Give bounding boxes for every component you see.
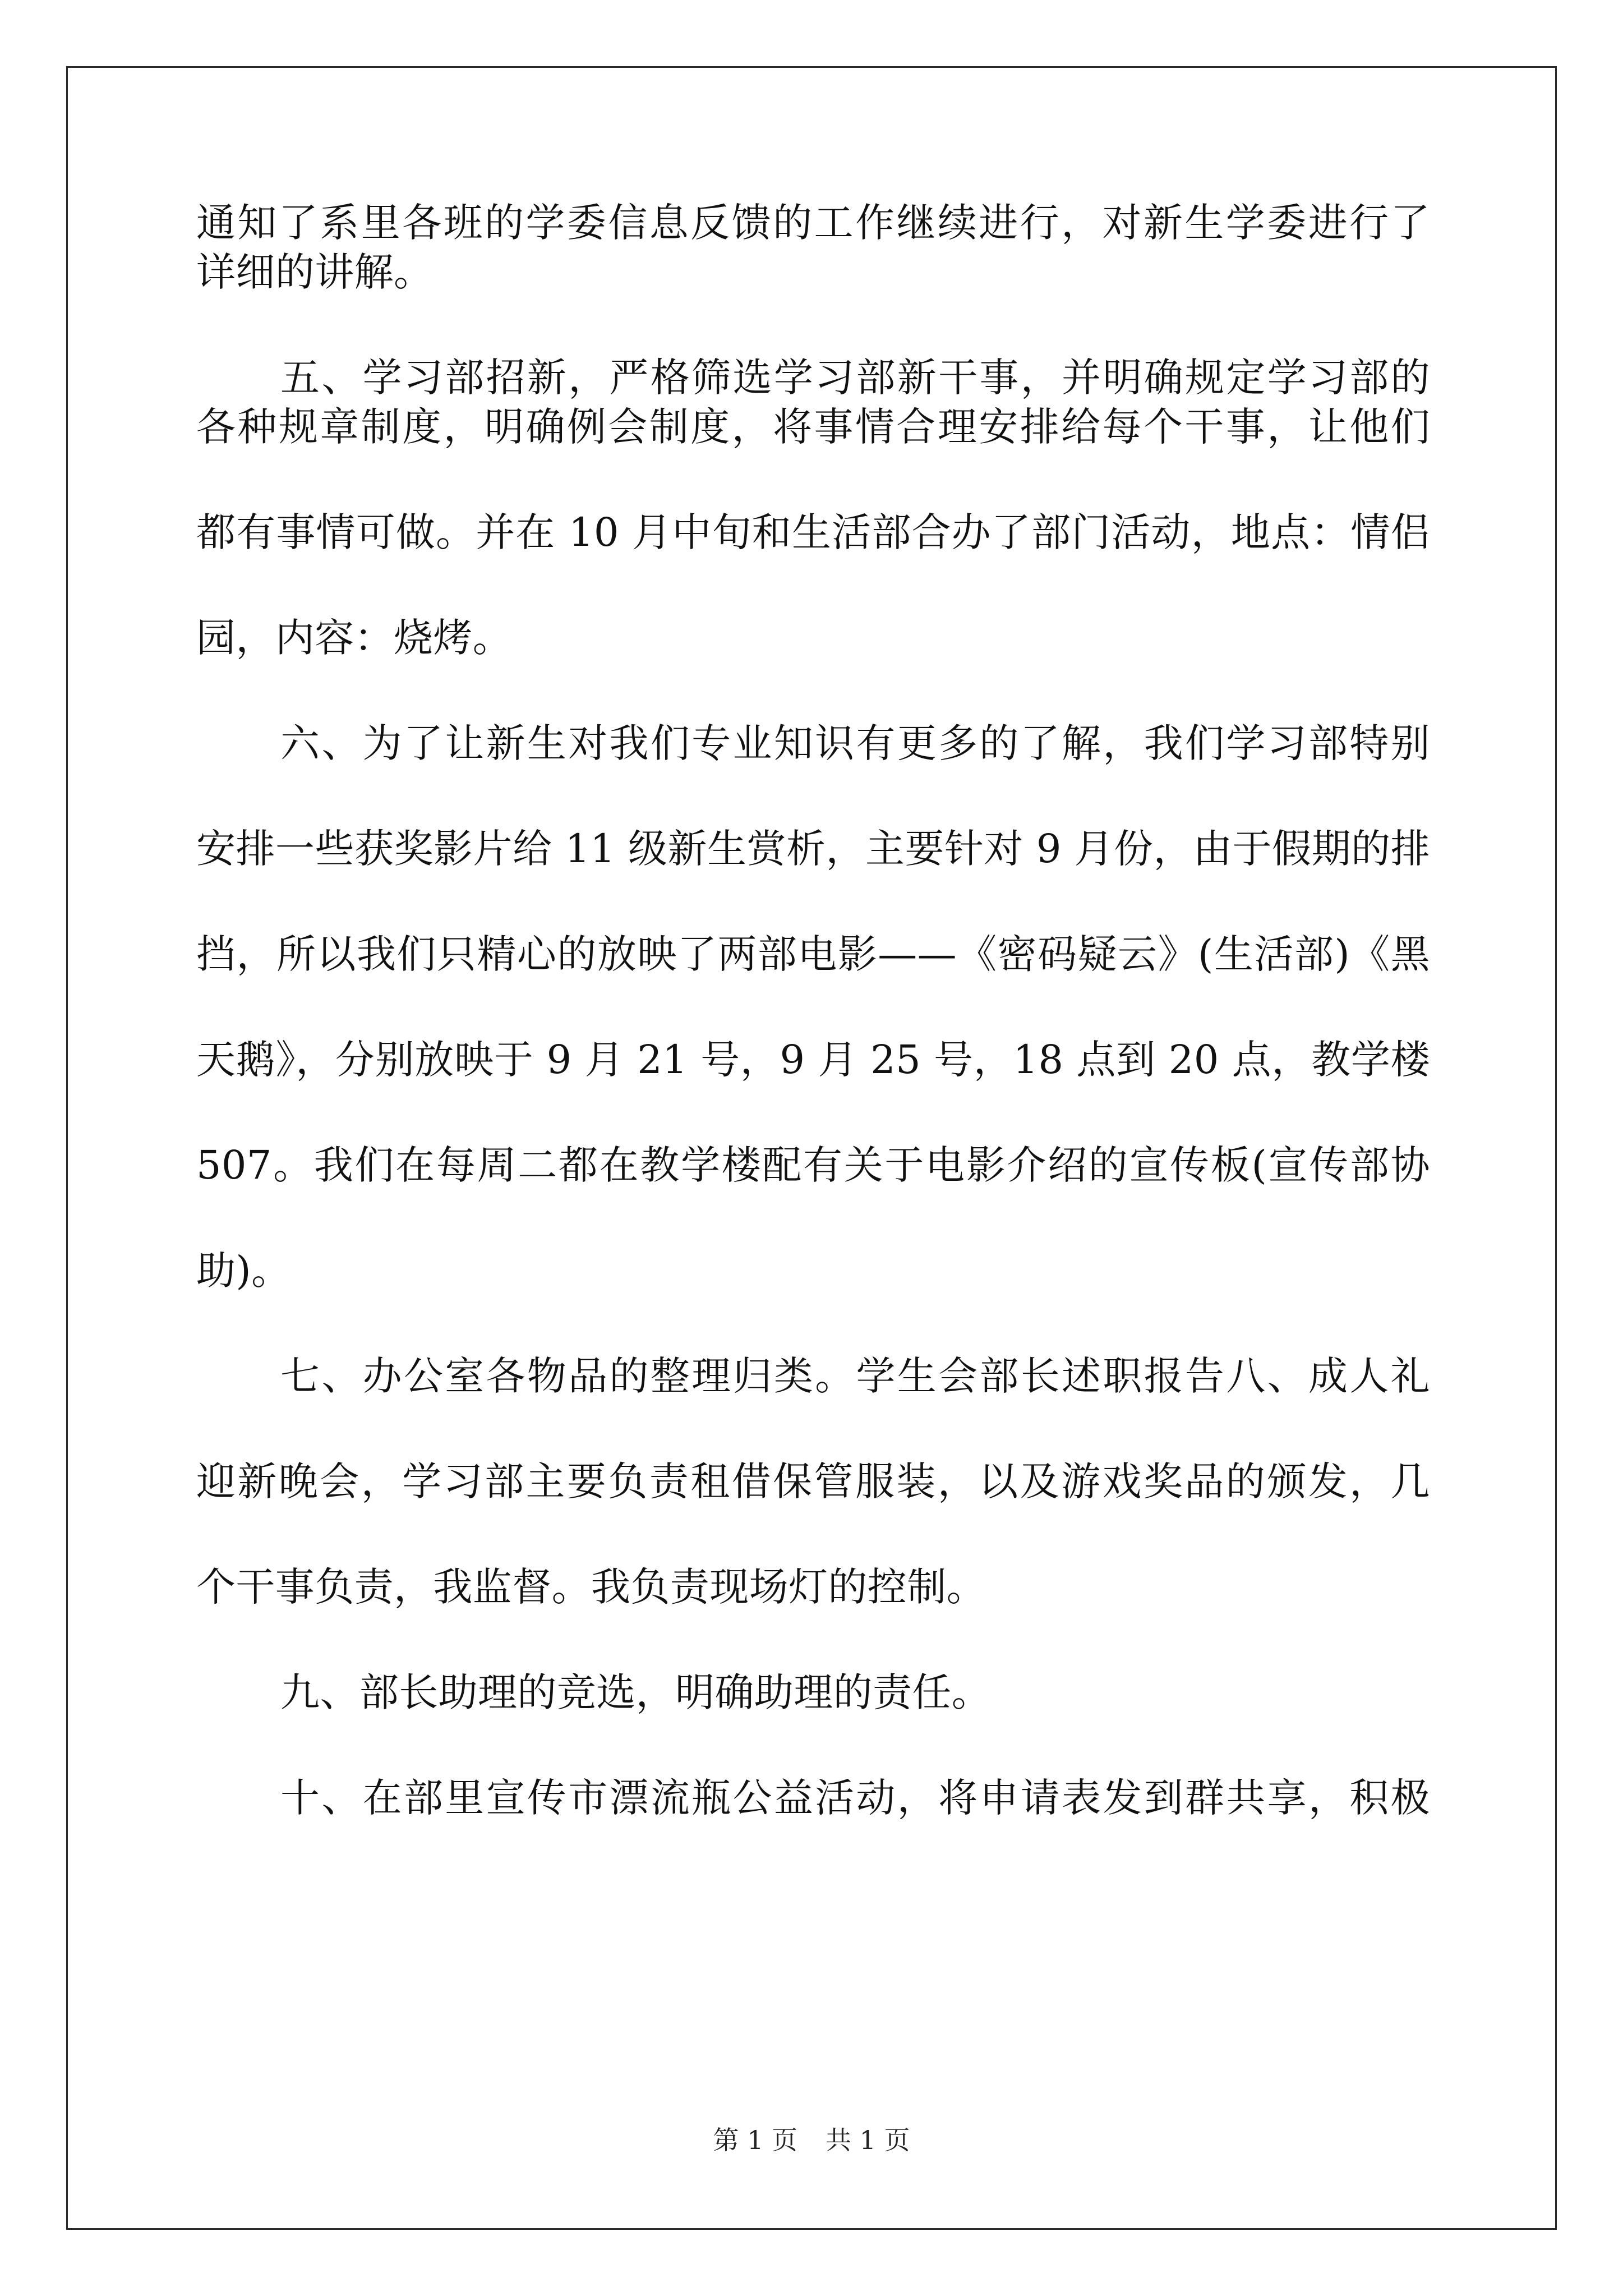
text-line: 园，内容：烧烤。 [196,615,513,661]
text-line: 安排一些获奖影片给 11 级新生赏析，主要针对 9 月份，由于假期的排 [196,826,1430,872]
text-line: 助)。 [196,1248,291,1294]
page-number-current: 第 1 页 [713,2125,797,2155]
page-number-total: 共 1 页 [826,2125,910,2155]
text-line: 507。我们在每周二都在教学楼配有关于电影介绍的宣传板(宣传部协 [196,1142,1430,1188]
paragraph-5-first-line: 五、学习部招新，严格筛选学习部新干事，并明确规定学习部的 [280,355,1430,401]
text-line: 各种规章制度，明确例会制度，将事情合理安排给每个干事，让他们 [196,404,1430,450]
paragraph-6-first-line: 六、为了让新生对我们专业知识有更多的了解，我们学习部特别 [280,720,1430,766]
paragraph-10-first-line: 十、在部里宣传市漂流瓶公益活动，将申请表发到群共享，积极 [280,1775,1430,1821]
paragraph-9-first-line: 九、部长助理的竞选，明确助理的责任。 [280,1669,992,1715]
document-body [196,198,1430,1823]
page-footer [0,2123,1623,2157]
text-line: 都有事情可做。并在 10 月中旬和生活部合办了部门活动，地点：情侣 [196,509,1430,555]
paragraph-7-first-line: 七、办公室各物品的整理归类。学生会部长述职报告八、成人礼 [280,1353,1430,1399]
text-line: 个干事负责，我监督。我负责现场灯的控制。 [196,1564,986,1610]
text-line: 天鹅》，分别放映于 9 月 21 号，9 月 25 号，18 点到 20 点，教学楼 [196,1037,1430,1083]
text-line: 迎新晚会，学习部主要负责租借保管服装，以及游戏奖品的颁发，几 [196,1458,1430,1504]
text-line: 详细的讲解。 [196,249,434,295]
text-line: 挡，所以我们只精心的放映了两部电影——《密码疑云》(生活部)《黑 [196,931,1430,977]
text-line: 通知了系里各班的学委信息反馈的工作继续进行，对新生学委进行了 [196,200,1430,246]
